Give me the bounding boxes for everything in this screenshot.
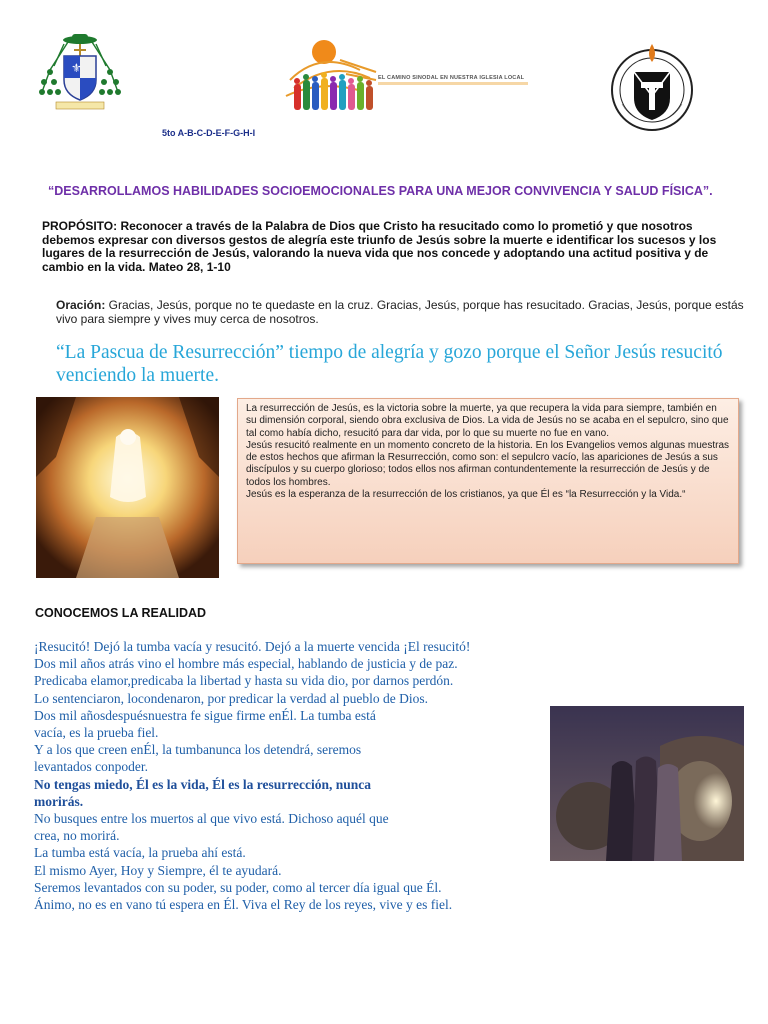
poem-line: El mismo Ayer, Hoy y Siempre, él te ayudará. xyxy=(34,862,282,878)
slogan-heading: “DESARROLLAMOS HABILIDADES SOCIOEMOCIONALES PARA UNA MEJOR CONVIVENCIA Y SALUD FÍSICA”. xyxy=(48,184,713,198)
easter-headline: “La Pascua de Resurrección” tiempo de alegría y gozo porque el Señor Jesús resucitó venciendo la muerte. xyxy=(56,342,723,386)
purpose-text: Reconocer a través de la Palabra de Dios que Cristo ha resucitado como lo prometió y que nosotros debemos expresar con diversos gestos de alegría este triunfo de Jesús sobre la muerte e identificar los sucesos y los lugares de la resurrección de Jesús, valorando la nueva vida que nos concede y adoptando una actitud positiva y de cambio en la vida. Mateo 28, 1-10 xyxy=(42,219,717,274)
svg-text:⚜: ⚜ xyxy=(71,61,82,75)
section-title: CONOCEMOS LA REALIDAD xyxy=(35,606,207,620)
resurrection-info-box xyxy=(237,398,739,564)
poem-line-emphasis: No tengas miedo, Él es la vida, Él es la resurrección, nunca xyxy=(34,776,371,792)
poem-line: vacía, es la prueba fiel. xyxy=(34,725,159,741)
poem-line: ¡Resucitó! Dejó la tumba vacía y resucitó. Dejó a la muerte vencida ¡El resucitó! xyxy=(34,639,471,654)
poem-line: Seremos levantados con su poder, su poder, como al tercer día igual que Él. xyxy=(34,879,442,895)
resurrection-poem xyxy=(34,638,554,913)
poem-line: Predicaba elamor,predicaba la libertad y hasta su vida dio, por darnos perdón. xyxy=(34,673,454,689)
prayer-label: Oración: xyxy=(56,298,106,312)
poem-line: levantados conpoder. xyxy=(34,759,148,775)
purpose-label: PROPÓSITO: xyxy=(42,219,118,233)
dominican-seal-logo xyxy=(600,38,715,133)
prayer-text: Gracias, Jesús, porque no te quedaste en la cruz. Gracias, Jesús, porque has resucitado. Gracias, Jesús, porque estás vivo para siempre y vives muy cerca de nosotros. xyxy=(56,298,744,326)
poem-line: La tumba está vacía, la prueba ahí está. xyxy=(34,845,246,861)
info-paragraph-1: La resurrección de Jesús, es la victoria sobre la muerte, ya que recupera la vida para siempre, también en su dimensión corporal, siendo obra exclusiva de Dios. La vida de Jesús no se acaba en el sepulcro, sino que tal como había dicho, resucitó para dar vida, por lo que su muerte no fue en vano. xyxy=(246,403,729,439)
poem-line: crea, no morirá. xyxy=(34,828,120,844)
poem-line-emphasis: morirás. xyxy=(34,793,84,809)
purpose-paragraph xyxy=(42,220,732,274)
prayer-paragraph xyxy=(56,298,746,326)
poem-line: Y a los que creen enÉl, la tumbanunca los detendrá, seremos xyxy=(34,742,362,758)
people-figures-icon xyxy=(294,72,373,110)
grade-sections-label: 5to A-B-C-D-E-F-G-H-I xyxy=(162,128,256,138)
center-logo-text: EL CAMINO SINODAL EN NUESTRA IGLESIA LOCAL xyxy=(378,75,525,81)
poem-line: Dos mil años atrás vino el hombre más especial, hablando de justicia y de paz. xyxy=(34,656,458,672)
women-at-empty-tomb-image xyxy=(550,706,744,861)
poem-line: No busques entre los muertos al que vivo está. Dichoso aquél que xyxy=(34,811,389,827)
poem-line: Lo sentenciaron, locondenaron, por predicar la verdad al pueblo de Dios. xyxy=(34,690,428,706)
info-paragraph-2: Jesús resucitó realmente en un momento concreto de la historia. En los Evangelios vemos algunas muestras de estos hechos que afirman la Resurrección, como son: el sepulcro vacío, las apariciones de Jesús a sus discípulos y su cuerpo glorioso; todos ellos nos afirman contundentemente la resurrección de Jesús y de todos los hombres. xyxy=(246,439,730,488)
sun-icon xyxy=(312,40,336,64)
poem-line: Dos mil añosdespuésnuestra fe sigue firme enÉl. La tumba está xyxy=(34,707,376,723)
risen-jesus-image xyxy=(36,397,219,578)
women-figures-icon xyxy=(606,757,682,862)
info-paragraph-3: Jesús es la esperanza de la resurrección de los cristianos, ya que Él es “la Resurrección y la Vida.“ xyxy=(246,489,686,501)
poem-line: Ánimo, no es en vano tú espera en Él. Viva el Rey de los reyes, vive y es fiel. xyxy=(34,897,453,913)
episcopal-coat-of-arms-logo xyxy=(30,30,130,110)
